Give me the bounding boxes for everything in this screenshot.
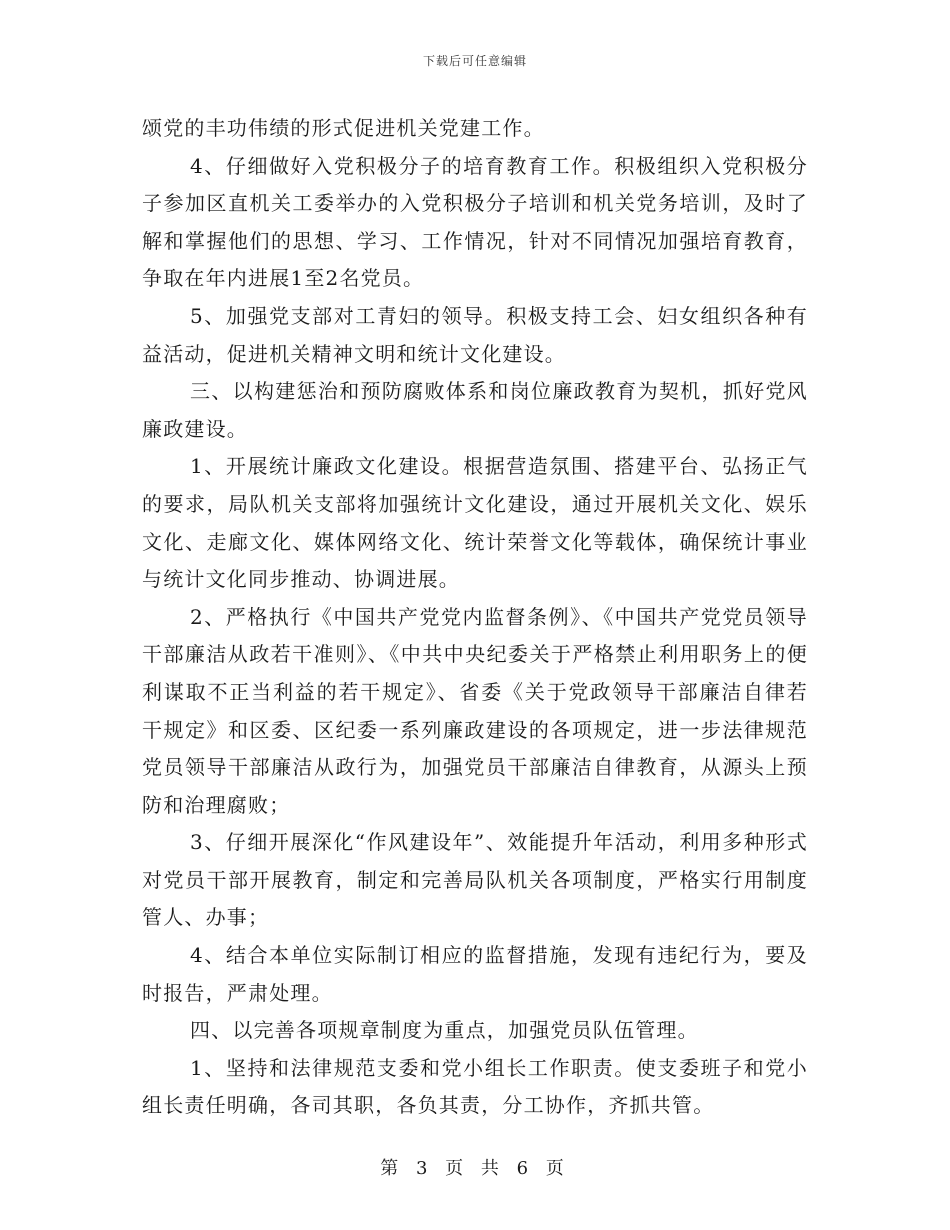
paragraph: 1、开展统计廉政文化建设。根据营造氛围、搭建平台、弘扬正气的要求，局队机关支部将加强统计文化建设，通过开展机关文化、娱乐文化、走廊文化、媒体网络文化、统计荣誉文化等载体，确保统计事业与统计文化同步推动、协调进展。 <box>142 454 808 592</box>
paragraph: 2、严格执行《中国共产党党内监督条例》、《中国共产党党员领导干部廉洁从政若干准则》、《中共中央纪委关于严格禁止利用职务上的便利谋取不正当利益的若干规定》、省委《关于党政领导干部廉洁自律若干规定》和区委、区纪委一系列廉政建设的各项规定，进一步法律规范党员领导干部廉洁从政行为，加强党员干部廉洁自律教育，从源头上预防和治理腐败； <box>142 604 808 817</box>
header-note: 下载后可任意编辑 <box>422 54 527 68</box>
paragraph: 颂党的丰功伟绩的形式促进机关党建工作。 <box>142 116 545 140</box>
paragraph: 4、结合本单位实际制订相应的监督措施，发现有违纪行为，要及时报告，严肃处理。 <box>142 943 808 1005</box>
section-heading: 三、以构建惩治和预防腐败体系和岗位廉政教育为契机，抓好党风廉政建设。 <box>142 379 808 441</box>
document-body <box>142 110 808 1125</box>
section-heading: 四、以完善各项规章制度为重点，加强党员队伍管理。 <box>190 1018 699 1043</box>
paragraph: 1、坚持和法律规范支委和党小组长工作职责。使支委班子和党小组长责任明确，各司其职，各负其责，分工协作，齐抓共管。 <box>142 1055 808 1118</box>
paragraph: 3、仔细开展深化“作风建设年”、效能提升年活动，利用多种形式对党员干部开展教育，制定和完善局队机关各项制度，严格实行用制度管人、办事； <box>142 830 808 930</box>
paragraph: 4、仔细做好入党积极分子的培育教育工作。积极组织入党积极分子参加区直机关工委举办的入党积极分子培训和机关党务培训，及时了解和掌握他们的思想、学习、工作情况，针对不同情况加强培育教育，争取在年内进展1至2名党员。 <box>142 153 808 291</box>
page-number: 第 3 页 共 6 页 <box>380 1158 570 1179</box>
paragraph: 5、加强党支部对工青妇的领导。积极支持工会、妇女组织各种有益活动，促进机关精神文明和统计文化建设。 <box>142 303 808 366</box>
